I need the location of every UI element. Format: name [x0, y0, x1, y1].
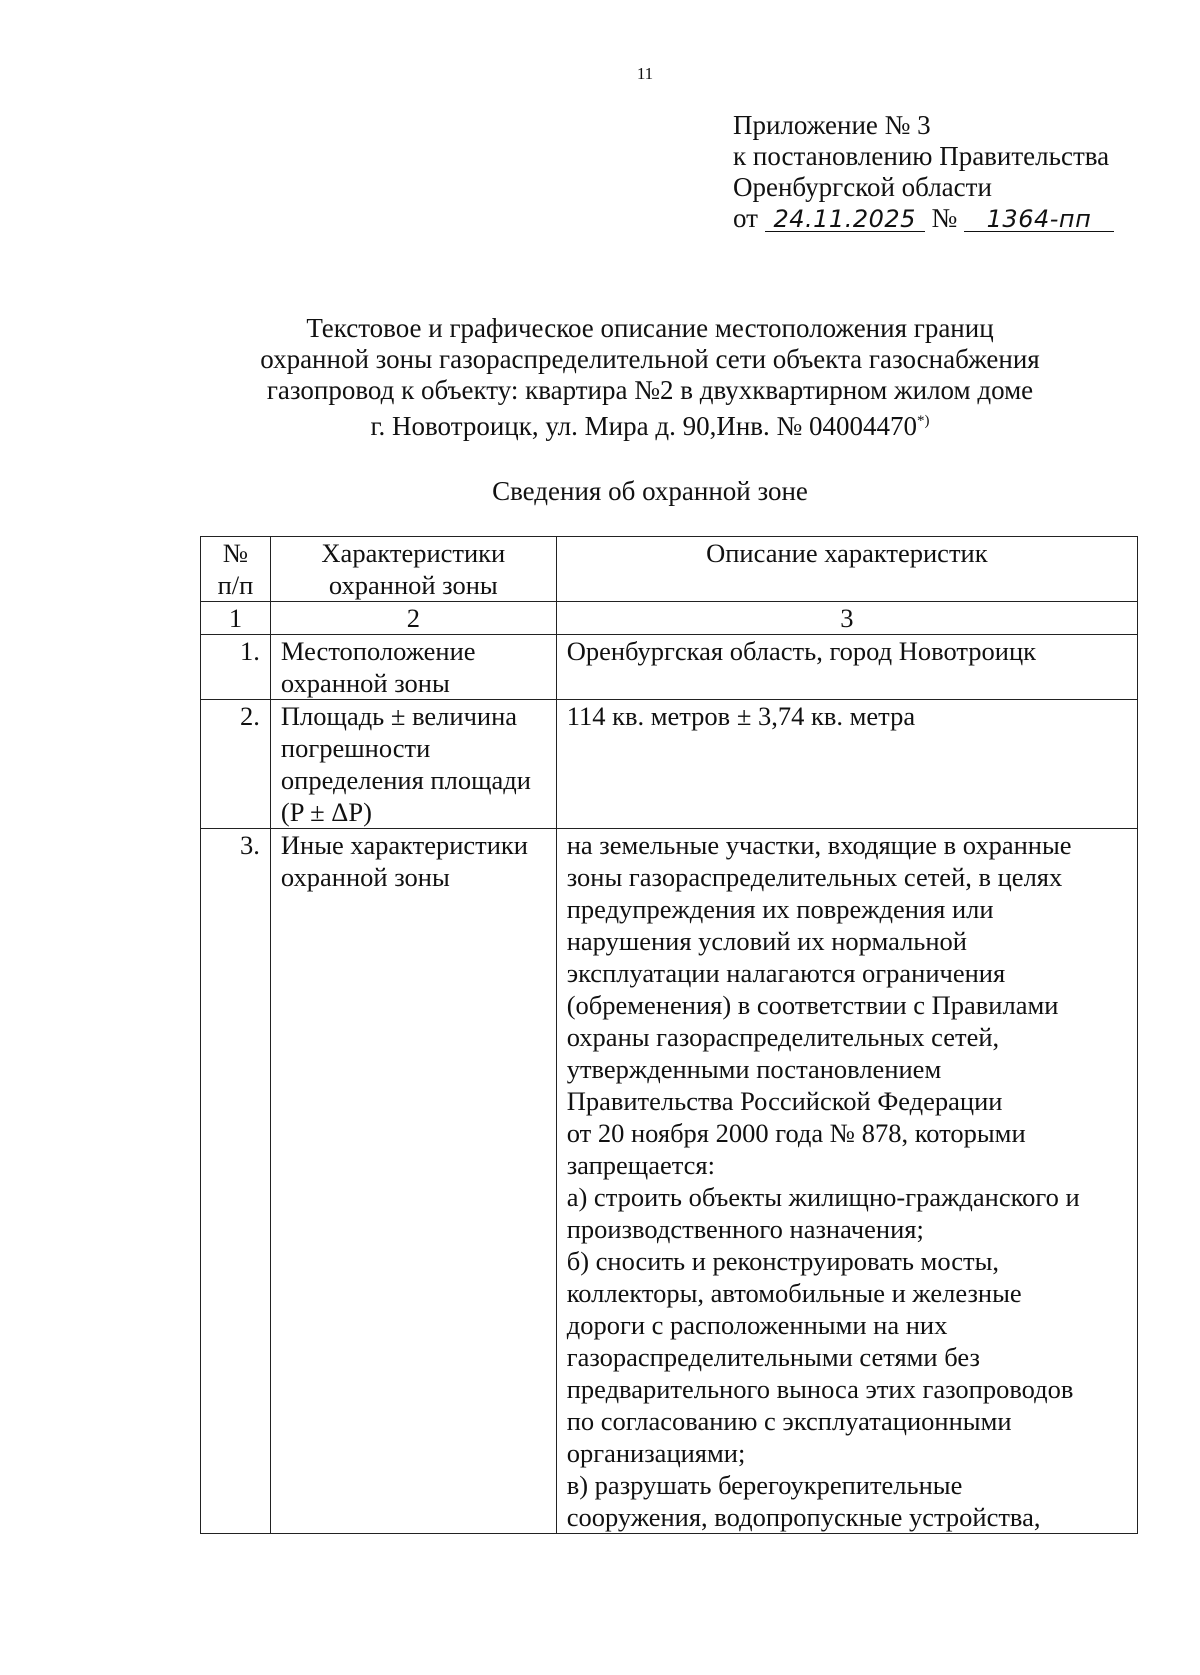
- section-subtitle: Сведения об охранной зоне: [492, 476, 808, 506]
- title-line-1: Текстовое и графическое описание местоположения границ: [306, 313, 994, 343]
- appendix-block: [733, 110, 1114, 234]
- row-description: 114 кв. метров ± 3,74 кв. метра: [556, 700, 1137, 829]
- row-number: 3.: [201, 829, 271, 1534]
- row-description: на земельные участки, входящие в охранные зоны газораспределительных сетей, в целях предупреждения их повреждения или нарушения условий их нормальной эксплуатации налагаются ограничения (обременения) в соответствии с Правилами охраны газораспределительных сетей, утвержденными постановлением Правительства Российской Федерации от 20 ноября 2000 года № 878, которыми запрещается: а) строить объекты жилищно-гражданского и производственного назначения; б) сносить и реконструировать мосты, коллекторы, автомобильные и железные дороги с расположенными на них газораспределительными сетями без предварительного выноса этих газопроводов по согласованию с эксплуатационными организациями; в) разрушать берегоукрепительные сооружения, водопропускные устройства,: [556, 829, 1137, 1534]
- number-label: №: [931, 203, 958, 233]
- column-number-3: 3: [556, 602, 1137, 635]
- table-row: [201, 829, 1138, 1534]
- row-characteristic: Иные характеристики охранной зоны: [270, 829, 556, 1534]
- header-characteristics: Характеристики охранной зоны: [270, 537, 556, 602]
- table-row: [201, 635, 1138, 700]
- row-characteristic: Местоположение охранной зоны: [270, 635, 556, 700]
- row-characteristic: Площадь ± величина погрешности определения площади (P ± ΔP): [270, 700, 556, 829]
- row-number: 2.: [201, 700, 271, 829]
- appendix-date-line: [733, 203, 1114, 234]
- page-number: 11: [636, 64, 654, 83]
- row-number: 1.: [201, 635, 271, 700]
- appendix-line-2: к постановлению Правительства: [733, 141, 1110, 171]
- handwritten-number: 1364-пп: [964, 207, 1114, 232]
- appendix-line-3: Оренбургской области: [733, 172, 992, 202]
- column-number-1: 1: [201, 602, 271, 635]
- row-description: Оренбургская область, город Новотроицк: [556, 635, 1137, 700]
- protection-zone-table: [200, 536, 1138, 1534]
- appendix-title: Приложение № 3: [733, 110, 931, 140]
- title-line-4: [200, 406, 1100, 442]
- from-label: от: [733, 203, 758, 233]
- header-description: Описание характеристик: [556, 537, 1137, 602]
- title-address: г. Новотроицк, ул. Мира д. 90,Инв. № 04004470: [370, 411, 918, 441]
- header-number: № п/п: [201, 537, 271, 602]
- title-line-3: газопровод к объекту: квартира №2 в двухквартирном жилом доме: [266, 375, 1034, 405]
- column-number-row: [201, 602, 1138, 635]
- title-line-2: охранной зоны газораспределительной сети объекта газоснабжения: [260, 344, 1040, 374]
- column-number-2: 2: [270, 602, 556, 635]
- handwritten-date: 24.11.2025: [765, 207, 925, 232]
- footnote-mark: *): [917, 413, 930, 429]
- document-title: [200, 313, 1100, 442]
- table-header-row: [201, 537, 1138, 602]
- table-row: [201, 700, 1138, 829]
